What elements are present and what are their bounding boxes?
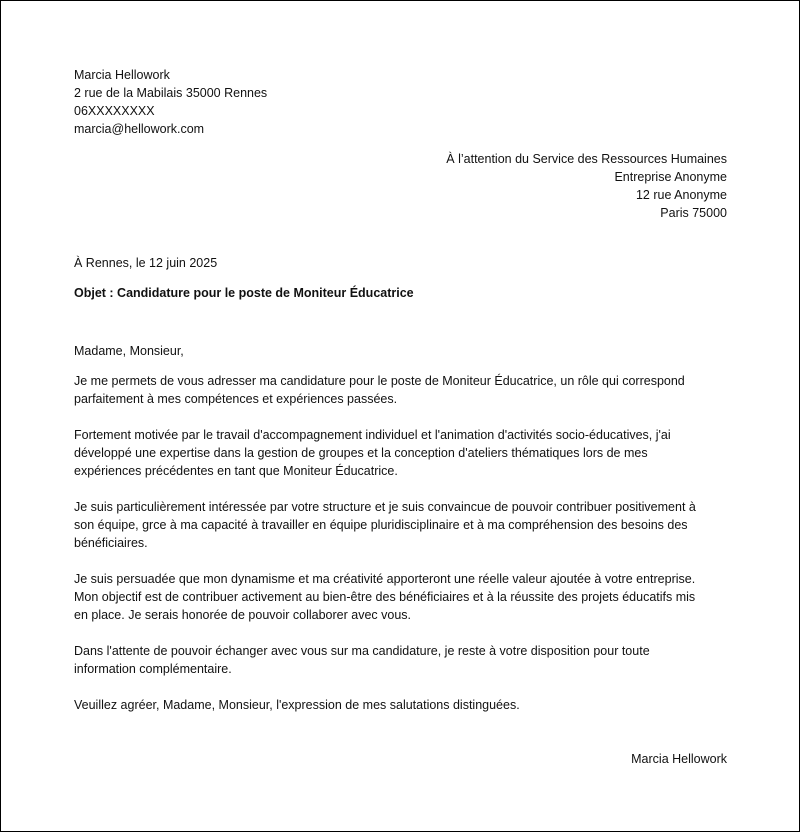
recipient-street: 12 rue Anonyme bbox=[635, 188, 727, 202]
letter-date: À Rennes, le 12 juin 2025 bbox=[74, 256, 218, 270]
paragraph-line: Fortement motivée par le travail d'accompagnement individuel et l'animation d'activités socio-éducatives, j'ai bbox=[74, 428, 671, 442]
body-paragraph-5 bbox=[74, 642, 727, 678]
paragraph-line: information complémentaire. bbox=[74, 662, 232, 676]
sender-email: marcia@hellowork.com bbox=[74, 122, 205, 136]
sender-address: 2 rue de la Mabilais 35000 Rennes bbox=[74, 86, 268, 100]
letter-greeting: Madame, Monsieur, bbox=[74, 344, 184, 358]
letter-subject: Objet : Candidature pour le poste de Moniteur Éducatrice bbox=[74, 286, 414, 300]
paragraph-line: son équipe, grce à ma capacité à travailler en équipe pluridisciplinaire et à ma compréhension des besoins des bbox=[74, 518, 688, 532]
body-paragraph-4 bbox=[74, 570, 727, 624]
paragraph-line: Mon objectif est de contribuer activement au bien-être des bénéficiaires et à la réussite des projets éducatifs mis bbox=[74, 590, 696, 604]
sender-block bbox=[74, 66, 727, 138]
body-paragraph-2 bbox=[74, 426, 727, 480]
letter-content bbox=[74, 66, 727, 768]
recipient-company: Entreprise Anonyme bbox=[614, 170, 727, 184]
paragraph-line: en place. Je serais honorée de pouvoir collaborer avec vous. bbox=[74, 608, 412, 622]
paragraph-line: Je me permets de vous adresser ma candidature pour le poste de Moniteur Éducatrice, un rôle qui correspond bbox=[74, 374, 685, 388]
body-paragraph-3 bbox=[74, 498, 727, 552]
recipient-city: Paris 75000 bbox=[660, 206, 727, 220]
letter-closing: Veuillez agréer, Madame, Monsieur, l'expression de mes salutations distinguées. bbox=[74, 698, 520, 712]
paragraph-line: Je suis persuadée que mon dynamisme et ma créativité apporteront une réelle valeur ajoutée à votre entreprise. bbox=[74, 572, 696, 586]
sender-phone: 06XXXXXXXX bbox=[74, 104, 155, 118]
signature: Marcia Hellowork bbox=[631, 752, 727, 766]
paragraph-line: Dans l'attente de pouvoir échanger avec vous sur ma candidature, je reste à votre disposition pour toute bbox=[74, 644, 650, 658]
recipient-block bbox=[74, 150, 727, 222]
paragraph-line: expériences précédentes en tant que Moniteur Éducatrice. bbox=[74, 464, 398, 478]
paragraph-line: parfaitement à mes compétences et expériences passées. bbox=[74, 392, 398, 406]
paragraph-line: Je suis particulièrement intéressée par votre structure et je suis convaincue de pouvoir contribuer positivement à bbox=[74, 500, 696, 514]
paragraph-line: développé une expertise dans la gestion de groupes et la conception d'ateliers thématiques lors de mes bbox=[74, 446, 648, 460]
sender-name: Marcia Hellowork bbox=[74, 68, 170, 82]
body-paragraph-1 bbox=[74, 372, 727, 408]
recipient-attention: À l’attention du Service des Ressources Humaines bbox=[446, 152, 727, 166]
paragraph-line: bénéficiaires. bbox=[74, 536, 148, 550]
